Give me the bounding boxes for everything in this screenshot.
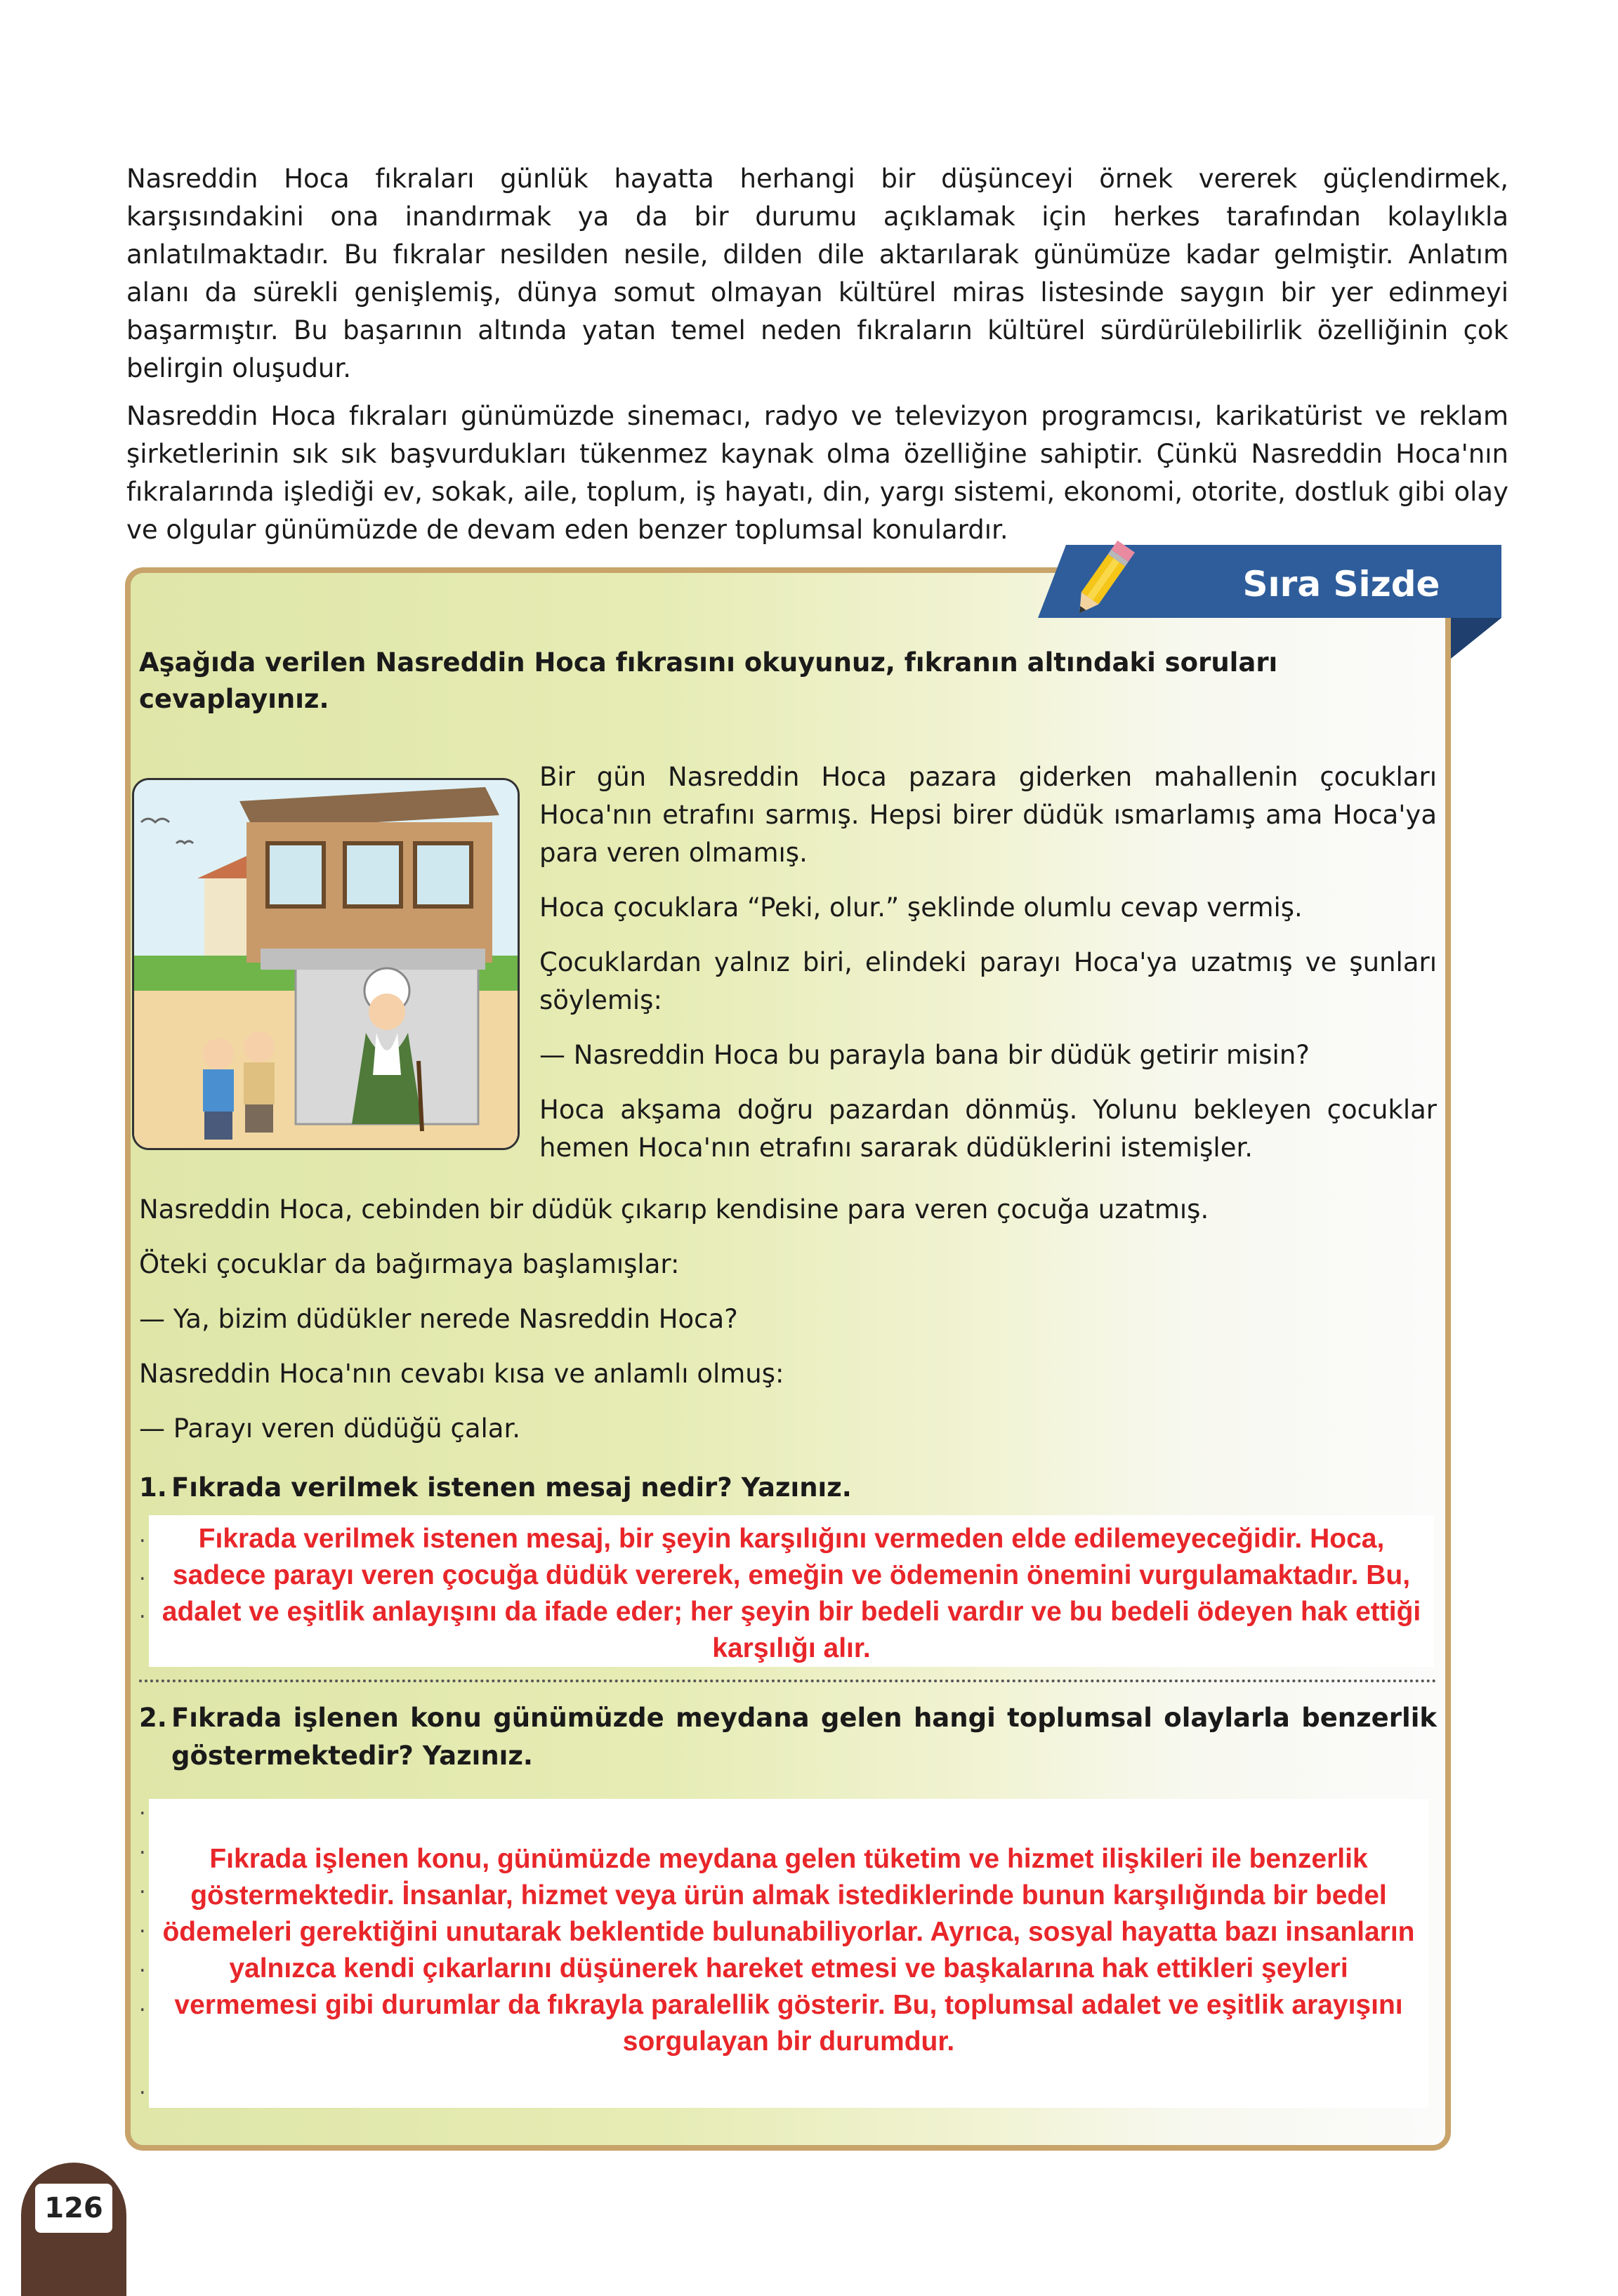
activity-instruction: Aşağıda verilen Nasreddin Hoca fıkrasını okuyunuz, fıkranın altındaki soruları cevaplayınız.	[139, 647, 1278, 714]
story-paragraph: — Nasreddin Hoca bu parayla bana bir düdük getirir misin?	[539, 1040, 1310, 1070]
pencil-icon	[1065, 534, 1142, 625]
answer-2[interactable]: Fıkrada işlenen konu, günümüzde meydana gelen tüketim ve hizmet ilişkileri ile benzerlik göstermektedir. İnsanlar, hizmet veya ürün almak istediklerinde bunun karşılığında bir bedel ödemeleri gerektiğini unutarak beklentide bulunabiliyorlar. Ayrıca, sosyal hayatta bazı insanların yalnızca kendi çıkarlarını düşünerek hareket etmesi ve başkalarına hak ettikleri şeyleri vermemesi gibi durumlar da fıkrayla paralellik gösterir. Bu, toplumsal adalet ve eşitlik arayışını sorgulayan bir durumdur.	[149, 1799, 1428, 2108]
dot-marker: .	[139, 1561, 146, 1585]
dot-marker: .	[139, 1599, 146, 1623]
story-right-column	[539, 758, 1437, 1184]
dot-marker: .	[139, 1992, 146, 2017]
question-2	[139, 1699, 1437, 1775]
intro-paragraph-1: Nasreddin Hoca fıkraları günlük hayatta herhangi bir düşünceyi örnek vererek güçlendirmek, karşısındakini ona inandırmak ya da bir durumu açıklamak için herkes tarafından kolaylıkla anlatılmaktadır. Bu fıkralar nesilden nesile, dilden dile aktarılarak günümüze kadar gelmiştir. Anlatım alanı da sürekli genişlemiş, dünya somut olmayan kültürel miras listesinde saygın bir yer edinmeyi başarmıştır. Bu başarının altında yatan temel neden fıkraların kültürel sürdürülebilirlik özelliğinin çok belirgin oluşudur.	[126, 164, 1508, 383]
story-paragraph: Hoca çocuklara “Peki, olur.” şeklinde olumlu cevap vermiş.	[539, 892, 1303, 923]
dot-marker: .	[139, 1874, 146, 1899]
story-paragraph: Nasreddin Hoca, cebinden bir düdük çıkarıp kendisine para veren çocuğa uzatmış.	[139, 1194, 1209, 1225]
activity-title: Sıra Sizde	[1242, 564, 1440, 605]
question-text: Fıkrada verilmek istenen mesaj nedir? Yazınız.	[171, 1472, 852, 1503]
story-paragraph: Hoca akşama doğru pazardan dönmüş. Yolunu bekleyen çocuklar hemen Hoca'nın etrafını sararak düdüklerini istemişler.	[539, 1095, 1437, 1163]
question-number: 1.	[139, 1472, 167, 1503]
dot-marker: .	[139, 1523, 146, 1548]
page-number: 126	[35, 2184, 112, 2233]
story-paragraph: Nasreddin Hoca'nın cevabı kısa ve anlamlı olmuş:	[139, 1359, 784, 1389]
story-paragraph: — Ya, bizim düdükler nerede Nasreddin Hoca?	[139, 1304, 738, 1334]
story-paragraph: Öteki çocuklar da bağırmaya başlamışlar:	[139, 1249, 680, 1279]
dot-marker: .	[139, 1835, 146, 1859]
dot-marker: .	[139, 1913, 146, 1938]
story-paragraph: — Parayı veren düdüğü çalar.	[139, 1413, 521, 1444]
nasreddin-hoca-illustration	[132, 778, 520, 1150]
intro-paragraph-2: Nasreddin Hoca fıkraları günümüzde sinemacı, radyo ve televizyon programcısı, karikatürist ve reklam şirketlerinin sık sık başvurdukları tükenmez kaynak olma özelliğine sahiptir. Çünkü Nasreddin Hoca'nın fıkralarında işlediği ev, sokak, aile, toplum, iş hayatı, din, yargı sistemi, ekonomi, otorite, dostluk gibi olay ve olgular günümüzde de devam eden benzer toplumsal konulardır.	[126, 401, 1508, 545]
dot-marker: .	[139, 1795, 146, 1820]
intro-text	[126, 160, 1508, 559]
story-full-width	[139, 1191, 1445, 1465]
question-1	[139, 1469, 1437, 1507]
activity-tab-fold	[1451, 618, 1501, 659]
story-paragraph: Bir gün Nasreddin Hoca pazara giderken mahallenin çocukları Hoca'nın etrafını sarmış. Hepsi birer düdük ısmarlamış ama Hoca'ya para veren olmamış.	[539, 762, 1437, 868]
dot-marker: .	[139, 1953, 146, 1977]
answer-1[interactable]: Fıkrada verilmek istenen mesaj, bir şeyin karşılığını vermeden elde edilemeyeceğidir. Hoca, sadece parayı veren çocuğa düdük vererek, emeğin ve ödemenin önemini vurgulamaktadır. Bu, adalet ve eşitlik anlayışını da ifade eder; her şeyin bir bedeli vardır ve bu bedeli ödeyen hak ettiği karşılığı alır.	[149, 1515, 1434, 1667]
story-paragraph: Çocuklardan yalnız biri, elindeki parayı Hoca'ya uzatmış ve şunları söylemiş:	[539, 947, 1437, 1015]
question-number: 2.	[139, 1703, 167, 1733]
question-text: Fıkrada işlenen konu günümüzde meydana gelen hangi toplumsal olaylarla benzerlik göstermektedir? Yazınız.	[171, 1703, 1437, 1771]
dot-marker: .	[139, 2075, 146, 2099]
